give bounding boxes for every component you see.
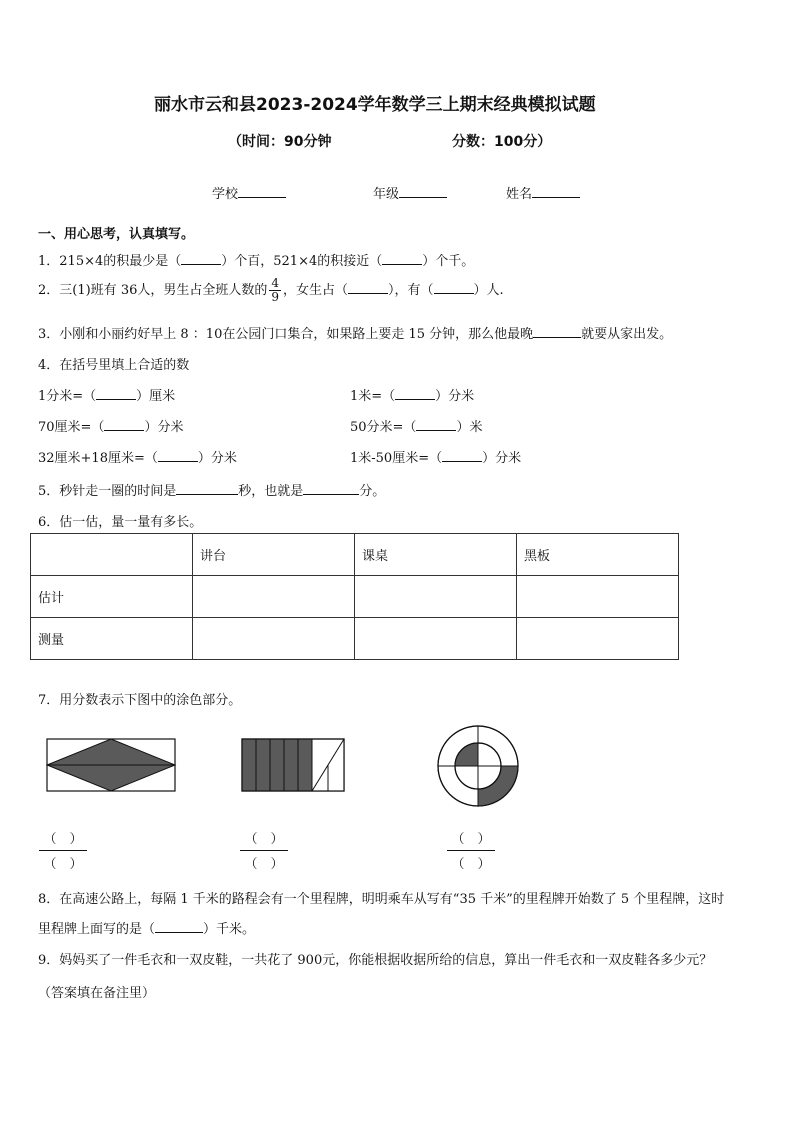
- table-header-row: [31, 534, 679, 576]
- q4-item-4-blank[interactable]: [416, 418, 456, 431]
- q4-item-5-blank[interactable]: [158, 449, 198, 462]
- q5-blank-1[interactable]: [176, 482, 238, 495]
- fraction-bar: [240, 850, 288, 851]
- q4-item-3-blank[interactable]: [104, 418, 144, 431]
- q1-text-a: 1．215×4的积最少是（: [38, 254, 182, 269]
- q8-text-b: ）千米。: [203, 922, 256, 937]
- q4-item-5-text-a: 32厘米+18厘米=（: [38, 451, 158, 466]
- paren-open: （: [43, 832, 57, 847]
- exam-score: 分数：100分）: [452, 134, 552, 150]
- q8-text-a: 里程牌上面写的是（: [38, 922, 156, 937]
- q2-fraction-numerator: 4: [271, 276, 280, 290]
- q5-blank-2[interactable]: [303, 482, 359, 495]
- table-cell[interactable]: [193, 618, 355, 660]
- q4-item-4: [350, 416, 482, 435]
- q1-blank-2[interactable]: [382, 252, 422, 265]
- q2-blank-2[interactable]: [434, 281, 474, 294]
- question-8-line-2: [38, 918, 255, 937]
- q4-item-4-text-a: 50分米=（: [350, 420, 417, 435]
- q2-text-c: ），有（: [388, 283, 434, 298]
- estimate-measure-table: [30, 533, 679, 660]
- question-7-prompt: 7．用分数表示下图中的涂色部分。: [38, 693, 242, 708]
- q5-text-c: 分。: [359, 484, 386, 499]
- paren-open: （: [244, 832, 258, 847]
- q4-item-6: [350, 447, 521, 466]
- question-3: [38, 323, 672, 342]
- q1-blank-1[interactable]: [181, 252, 221, 265]
- question-1: [38, 250, 474, 269]
- name-field: [506, 183, 580, 202]
- answer-fraction-1[interactable]: [39, 828, 87, 872]
- table-cell[interactable]: [193, 576, 355, 618]
- table-cell[interactable]: [355, 576, 517, 618]
- paren-close: ）: [69, 857, 83, 872]
- q4-item-1: [38, 385, 175, 404]
- paren-open: （: [43, 857, 57, 872]
- grade-field: [373, 183, 447, 202]
- school-blank[interactable]: [238, 185, 286, 198]
- school-field: [212, 183, 286, 202]
- q2-text-a: 2．三(1)班有 36人，男生占全班人数的: [38, 283, 268, 298]
- q4-item-6-text-a: 1米-50厘米=（: [350, 451, 443, 466]
- name-label: 姓名: [506, 187, 533, 202]
- q3-text-b: 就要从家出发。: [581, 327, 673, 342]
- figure-rectangle-diamond: [46, 738, 178, 794]
- q5-text-b: 秒，也就是: [238, 484, 304, 499]
- paren-open: （: [244, 857, 258, 872]
- paren-close: ）: [477, 857, 491, 872]
- q4-item-6-blank[interactable]: [442, 449, 482, 462]
- question-9-line-1: 9．妈妈买了一件毛衣和一双皮鞋，一共花了 900元，你能根据收据所给的信息，算出一件毛衣和一双皮鞋各多少元？: [38, 953, 713, 968]
- section-heading: 一、用心思考，认真填写。: [38, 227, 195, 242]
- school-label: 学校: [212, 187, 239, 202]
- question-9-line-2: （答案填在备注里）: [38, 986, 156, 1001]
- fraction-bar: [39, 850, 87, 851]
- table-row: [31, 618, 679, 660]
- q4-item-4-text-b: ）米: [456, 420, 483, 435]
- table-cell[interactable]: [355, 618, 517, 660]
- question-8-line-1: 8．在高速公路上，每隔 1 千米的路程会有一个里程牌，明明乘车从写有“35 千米”的里程牌开始数了 5 个里程牌，这时: [38, 892, 725, 907]
- q3-text-a: 3．小刚和小丽约好早上 8 ：10在公园门口集合，如果路上要走 15 分钟，那么他最晚: [38, 327, 534, 342]
- q2-blank-1[interactable]: [348, 281, 388, 294]
- answer-fraction-2[interactable]: [240, 828, 288, 872]
- page-title: 丽水市云和县2023-2024学年数学三上期末经典模拟试题: [154, 95, 596, 115]
- q4-item-6-text-b: ）分米: [482, 451, 522, 466]
- paren-open: （: [451, 832, 465, 847]
- paren-close: ）: [69, 832, 83, 847]
- paren-close: ）: [477, 832, 491, 847]
- q4-item-1-blank[interactable]: [96, 387, 136, 400]
- paren-close: ）: [270, 832, 284, 847]
- table-cell[interactable]: [517, 618, 679, 660]
- question-5: [38, 480, 385, 499]
- q4-item-2-text-a: 1米=（: [350, 389, 396, 404]
- q1-text-b: ）个百，521×4的积接近（: [221, 254, 383, 269]
- q4-item-3-text-b: ）分米: [144, 420, 184, 435]
- grade-blank[interactable]: [399, 185, 447, 198]
- q4-item-5: [38, 447, 237, 466]
- paren-close: ）: [270, 857, 284, 872]
- answer-fraction-3[interactable]: [447, 828, 495, 872]
- paren-open: （: [451, 857, 465, 872]
- q4-item-3-text-a: 70厘米=（: [38, 420, 105, 435]
- q2-text-d: ）人.: [473, 283, 504, 298]
- q1-text-c: ）个千。: [422, 254, 475, 269]
- q4-item-1-text-a: 1分米=（: [38, 389, 97, 404]
- q3-blank[interactable]: [533, 325, 581, 338]
- figure-concentric-circles: [436, 724, 520, 808]
- q4-item-5-text-b: ）分米: [197, 451, 237, 466]
- q2-text-b: ，女生占（: [283, 283, 349, 298]
- q8-blank[interactable]: [155, 920, 203, 933]
- table-header-cell: 黑板: [517, 534, 679, 576]
- grade-label: 年级: [373, 187, 400, 202]
- name-blank[interactable]: [532, 185, 580, 198]
- table-cell[interactable]: [517, 576, 679, 618]
- q4-item-2-text-b: ）分米: [435, 389, 475, 404]
- q4-item-2: [350, 385, 474, 404]
- question-4-prompt: 4．在括号里填上合适的数: [38, 358, 190, 373]
- q4-item-1-text-b: ）厘米: [136, 389, 176, 404]
- q2-fraction: [269, 277, 281, 304]
- question-2: [38, 277, 504, 304]
- fraction-bar: [447, 850, 495, 851]
- exam-time: （时间：90分钟: [228, 134, 332, 150]
- q2-fraction-denominator: 9: [271, 290, 280, 304]
- question-6-prompt: 6．估一估，量一量有多长。: [38, 515, 203, 530]
- table-row-label: 估计: [31, 576, 193, 618]
- figure-striped-rectangle: [241, 738, 347, 794]
- table-header-cell: 课桌: [355, 534, 517, 576]
- table-row-label: 测量: [31, 618, 193, 660]
- table-row: [31, 576, 679, 618]
- q4-item-3: [38, 416, 183, 435]
- q4-item-2-blank[interactable]: [395, 387, 435, 400]
- table-header-cell: 讲台: [193, 534, 355, 576]
- q5-text-a: 5．秒针走一圈的时间是: [38, 484, 177, 499]
- table-header-cell: [31, 534, 193, 576]
